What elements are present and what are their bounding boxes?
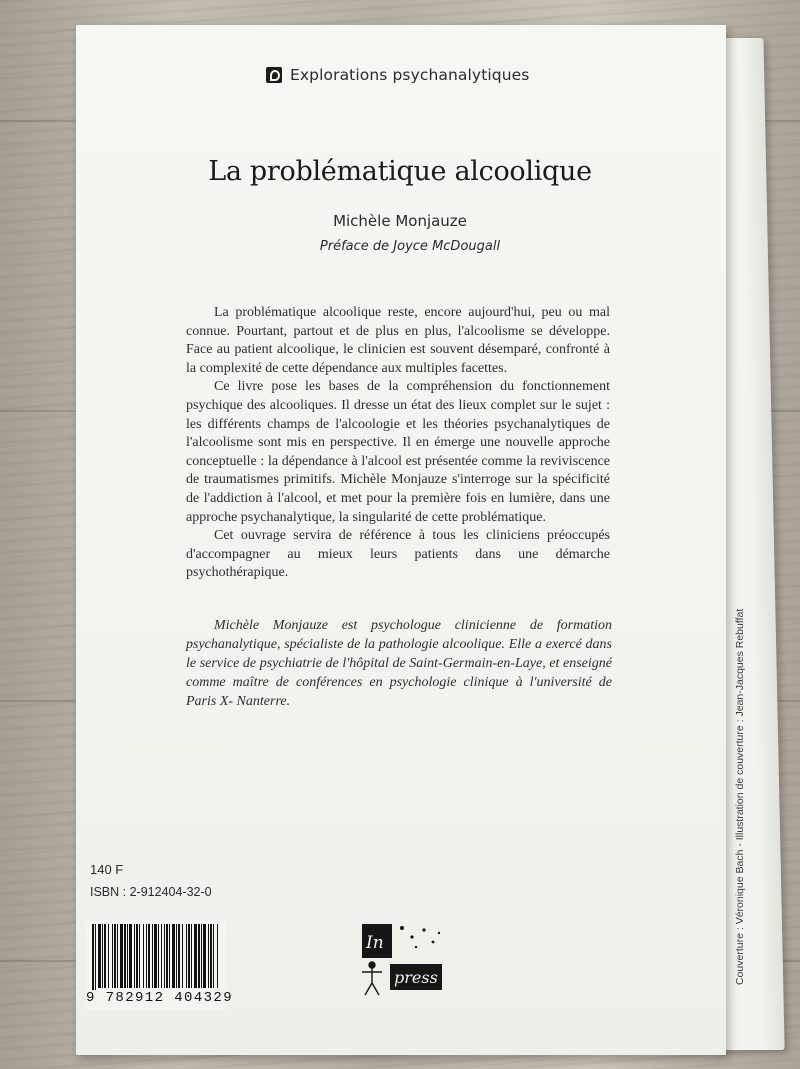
book-author: Michèle Monjauze (333, 212, 467, 230)
barcode-bar (104, 924, 106, 988)
barcode-bar (117, 924, 118, 988)
book-preface: Préface de Joyce McDougall (319, 239, 501, 254)
barcode-bar (158, 924, 159, 988)
barcode-bar (208, 924, 209, 988)
barcode-bar (108, 924, 109, 988)
blurb-paragraph: Cet ouvrage servira de référence à tous les cliniciens préoccupés d'accompagner au mieux leurs patients dans une démarche psychothérapique. (186, 528, 610, 581)
stars-icon (400, 926, 440, 948)
publisher-logo-line2: press (394, 968, 438, 987)
barcode-bar (139, 924, 140, 988)
vitruvian-figure-icon (362, 962, 382, 995)
barcode-bar (102, 924, 103, 988)
series-header (266, 66, 529, 84)
barcode-bar (129, 924, 132, 988)
barcode-bar (154, 924, 157, 988)
barcode-bar (164, 924, 165, 988)
blurb-text (186, 304, 610, 583)
series-logo-icon (266, 67, 282, 83)
barcode-bar (136, 924, 138, 988)
barcode-bar (127, 924, 128, 988)
barcode-bar (112, 924, 113, 988)
barcode-bar (178, 924, 180, 988)
barcode-bar (120, 924, 123, 988)
price-label: 140 F (90, 862, 124, 877)
barcode-bar (143, 924, 144, 988)
barcode-bar (98, 924, 101, 988)
blurb-paragraph: Ce livre pose les bases de la compréhension du fonctionnement psychique des alcooliques. Il dresse un état des lieux complet sur le sujet : les différents champs de l'alcoologie et les théories psychanalytiques de l'alcoolisme sont mis en perspective. Il en émerge une nouvelle approche conceptuelle : la dépendance à l'alcool est présentée comme la reviviscence de traumatismes primitifs. Michèle Monjauze s'interroge sur la spécificité de l'addiction à l'alcool, et met pour la première fois en lumière, dans une approche psychanalytique, la singularité de cette problématique. (186, 379, 610, 525)
barcode-bar (95, 924, 96, 992)
barcode-bar (134, 924, 135, 988)
barcode-bar (191, 924, 192, 988)
barcode-bar (146, 924, 147, 988)
publisher-logo-line1: In (366, 933, 384, 953)
barcode-bar (92, 924, 94, 992)
series-label: Explorations psychanalytiques (290, 66, 530, 84)
barcode-bar (201, 924, 202, 988)
barcode-bar (152, 924, 153, 988)
barcode-bar (188, 924, 190, 988)
barcode-number: 9 782912 404329 (86, 990, 234, 1006)
publisher-logo (350, 920, 450, 1002)
barcode-bar (166, 924, 168, 988)
book-title: La problématique alcoolique (208, 156, 592, 187)
barcode-bar (203, 924, 206, 988)
spine-credits: Couverture : Véronique Bach - Illustration de couverture : Jean-Jacques Rebuffat (734, 608, 746, 985)
barcode-bar (161, 924, 162, 988)
barcode-bar (210, 924, 212, 988)
blurb-paragraph: La problématique alcoolique reste, encore aujourd'hui, peu ou mal connue. Pourtant, partout et de plus en plus, l'alcoolisme se développe. Face au patient alcoolique, le clinicien est souvent désemparé, confronté à la complexité de cette dépendance aux multiples facettes. (186, 305, 610, 376)
barcode-bar (182, 924, 183, 988)
barcode-bar (186, 924, 187, 988)
barcode-bar (198, 924, 200, 988)
barcode-bar (169, 924, 170, 988)
barcode-bar (217, 924, 218, 988)
barcode-bar (124, 924, 126, 988)
barcode-bar (114, 924, 116, 988)
barcode-bar (176, 924, 177, 988)
isbn-label: ISBN : 2-912404-32-0 (90, 885, 212, 899)
barcode-bar (148, 924, 150, 988)
author-bio: Michèle Monjauze est psychologue clinicienne de formation psychanalytique, spécialiste de la pathologie alcoolique. Elle a exercé dans le service de psychiatrie de l'hôpital de Saint-Germain-en-Laye, et enseigné comme maître de conférences en psychologie clinique à l'université de Paris X- Nanterre. (186, 618, 612, 709)
barcode-bar (194, 924, 197, 988)
barcode-bar (172, 924, 175, 988)
barcode-bar (213, 924, 214, 988)
